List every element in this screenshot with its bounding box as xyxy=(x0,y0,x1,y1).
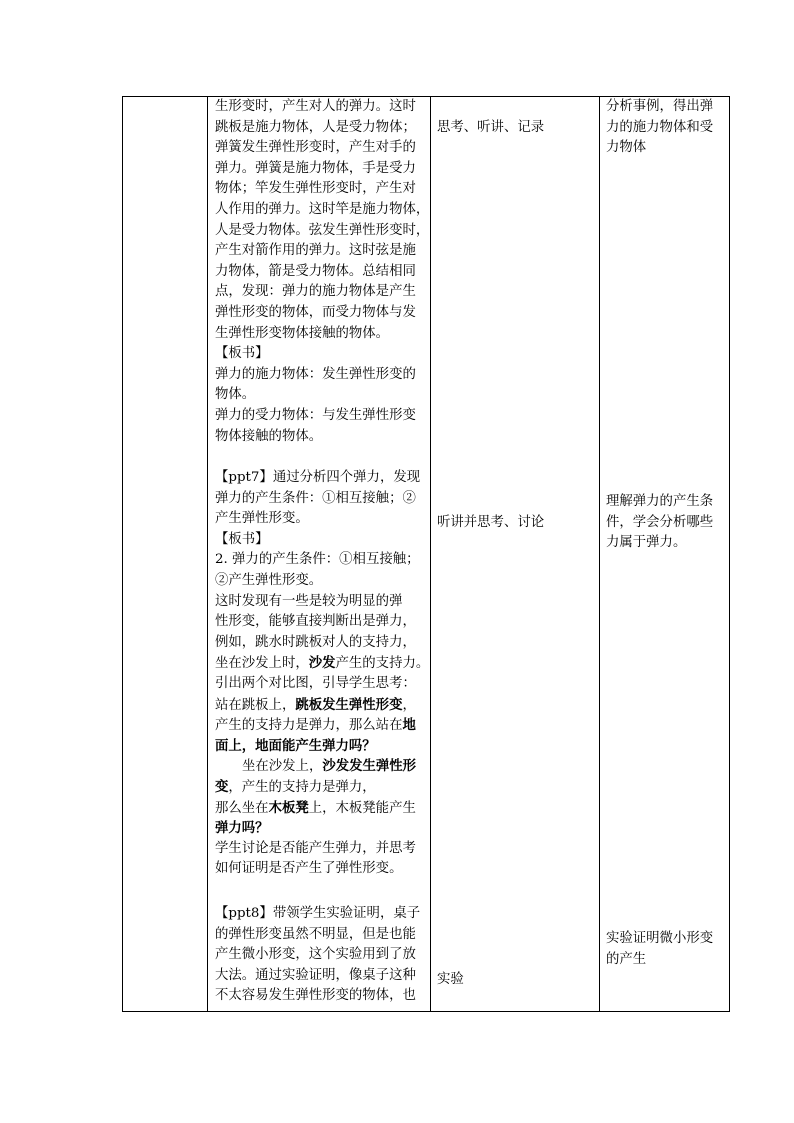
bold-text-segment: 地 xyxy=(402,717,416,734)
bold-text-segment: 沙发发生弹性形 xyxy=(322,758,417,775)
ppt8-heading: 【ppt8】带领学生实验证明，桌子 xyxy=(215,906,421,921)
teacher-line: 弹力的受力物体：与发生弹性形变 xyxy=(215,408,416,423)
student-activity-text: 听讲并思考、讨论 xyxy=(437,515,545,530)
teacher-line xyxy=(215,653,429,675)
student-activity-text: 思考、听讲、记录 xyxy=(437,120,545,135)
teacher-line: 点，发现：弹力的施力物体是产生 xyxy=(215,284,416,300)
board-heading: 【板书】 xyxy=(215,346,269,362)
design-intent-line: 力属于弹力。 xyxy=(606,535,687,551)
teacher-line: 引出两个对比图，引导学生思考： xyxy=(215,676,416,691)
teacher-line xyxy=(215,695,416,717)
teacher-line: 物体。 xyxy=(215,387,256,403)
design-intent-line: 件，学会分析哪些 xyxy=(606,514,714,530)
teacher-line xyxy=(215,777,376,799)
teacher-line xyxy=(215,798,416,820)
design-intent-cell xyxy=(600,97,730,1012)
design-intent-line: 分析事例，得出弹 xyxy=(606,99,714,114)
text-segment: 那么坐在 xyxy=(215,800,269,816)
text-segment: 坐在沙发上， xyxy=(242,759,323,775)
ppt7-heading: 【ppt7】通过分析四个弹力，发现 xyxy=(215,470,421,485)
teacher-line: ②产生弹性形变。 xyxy=(215,573,323,588)
teacher-line: 产生微小形变，这个实验用到了放 xyxy=(215,947,416,963)
teacher-line: 例如，跳水时跳板对人的支持力， xyxy=(215,634,416,650)
teacher-line: 面上，地面能产生弹力吗？ xyxy=(215,737,376,754)
teacher-activity-cell xyxy=(208,97,431,1012)
text-segment: 产生的支持力是弹力，那么站在 xyxy=(215,718,403,734)
teacher-line: 产生弹性形变。 xyxy=(215,511,309,527)
text-segment: ， xyxy=(402,697,416,713)
teacher-line xyxy=(215,715,416,737)
teacher-line: 弹力。弹簧是施力物体，手是受力 xyxy=(215,160,416,176)
teacher-line: 物体接触的物体。 xyxy=(215,428,323,444)
teacher-line: 2. 弹力的产生条件：①相互接触； xyxy=(215,552,420,568)
teacher-line: 生形变时，产生对人的弹力。这时 xyxy=(215,99,416,114)
bold-text-segment: 跳板发生弹性形变 xyxy=(295,696,403,713)
text-segment: ，产生的支持力是弹力， xyxy=(228,780,376,795)
design-intent-line: 力物体 xyxy=(606,140,647,156)
student-activity-text: 实验 xyxy=(437,972,464,987)
teacher-line xyxy=(242,756,416,778)
teacher-line: 学生讨论是否能产生弹力，并思考 xyxy=(215,840,416,856)
teacher-line: 弹力的产生条件：①相互接触；② xyxy=(215,490,416,506)
teacher-line: 人是受力物体。弦发生弹性形变时， xyxy=(215,222,430,238)
teacher-line: 的弹性形变虽然不明显，但是也能 xyxy=(215,926,416,942)
teacher-line: 生弹性形变物体接触的物体。 xyxy=(215,325,390,341)
student-activity-cell xyxy=(431,97,600,1012)
teacher-line: 跳板是施力物体，人是受力物体； xyxy=(215,119,416,135)
bold-text-segment: 木板凳 xyxy=(268,799,309,816)
lesson-plan-table xyxy=(122,96,730,1012)
teacher-line: 人作用的弹力。这时竿是施力物体， xyxy=(215,202,430,217)
design-intent-line: 的产生 xyxy=(606,951,647,967)
teacher-line: 产生对箭作用的弹力。这时弦是施 xyxy=(215,243,416,259)
bold-text-segment: 沙发 xyxy=(308,655,336,672)
teacher-line: 性形变，能够直接判断出是弹力， xyxy=(215,614,416,630)
text-segment: 上，木板凳能产生 xyxy=(308,800,416,816)
teacher-line: 这时发现有一些是较为明显的弹 xyxy=(215,593,403,609)
teacher-line: 大法。通过实验证明，像桌子这种 xyxy=(215,967,416,983)
teacher-line: 弹簧发生弹性形变时，产生对手的 xyxy=(215,140,416,156)
design-intent-line: 实验证明微小形变 xyxy=(606,931,714,946)
teacher-line: 弹力的施力物体：发生弹性形变的 xyxy=(215,366,416,382)
teacher-line: 力物体，箭是受力物体。总结相同 xyxy=(215,263,416,279)
text-segment: 站在跳板上， xyxy=(215,697,296,713)
teacher-line: 弹性形变的物体，而受力物体与发 xyxy=(215,305,416,320)
design-intent-line: 理解弹力的产生条 xyxy=(606,494,714,509)
teacher-line: 物体；竿发生弹性形变时，产生对 xyxy=(215,181,416,197)
board-heading: 【板书】 xyxy=(215,531,269,547)
stage-column-cell xyxy=(123,97,208,1012)
table-row xyxy=(123,97,730,1012)
design-intent-line: 力的施力物体和受 xyxy=(606,119,714,135)
text-segment: 产生的支持力。 xyxy=(335,656,430,672)
teacher-line: 如何证明是否产生了弹性形变。 xyxy=(215,861,403,877)
teacher-line: 不太容易发生弹性形变的物体，也 xyxy=(215,988,416,1004)
teacher-line: 弹力吗？ xyxy=(215,820,269,837)
text-segment: 坐在沙发上时， xyxy=(215,656,309,672)
bold-text-segment: 变 xyxy=(215,779,229,795)
